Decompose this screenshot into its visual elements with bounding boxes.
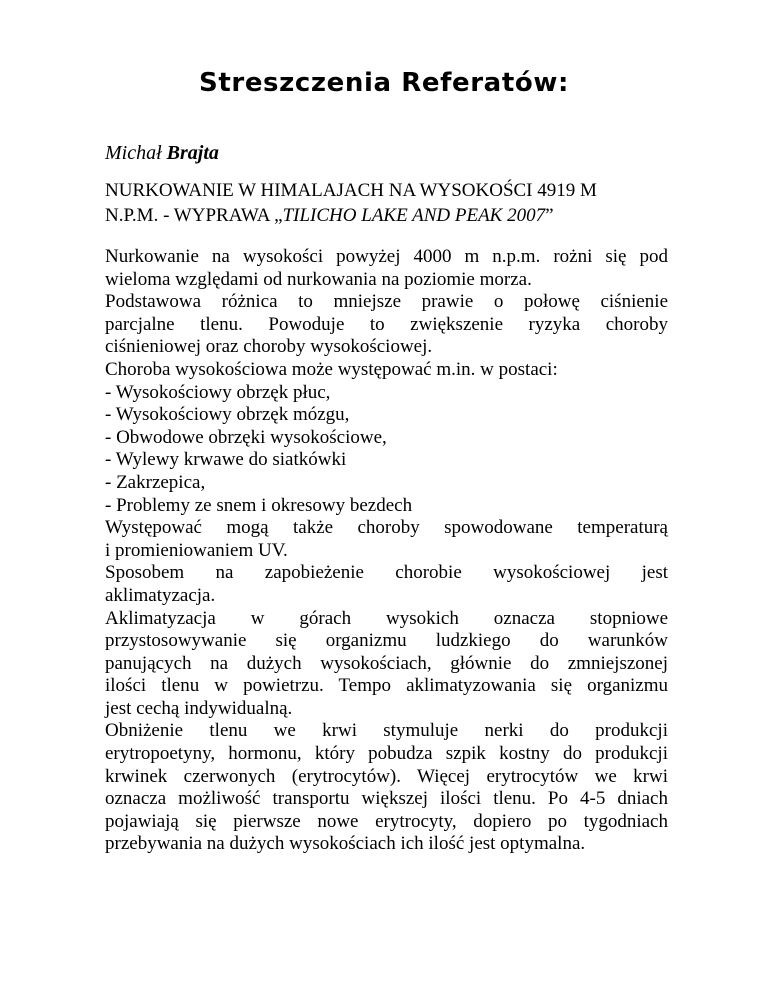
body-line: krwinek czerwonych (erytrocytów). Więcej erytrocytów we krwi xyxy=(105,765,668,787)
talk-title-line-2-suffix: ” xyxy=(545,205,554,226)
body-line: Choroba wysokościowa może występować m.in. w postaci: xyxy=(105,358,558,380)
body-line: Nurkowanie na wysokości powyżej 4000 m n.p.m. rożni się pod xyxy=(105,246,668,267)
body-line: oznacza możliwość transportu większej ilości tlenu. Po 4-5 dniach xyxy=(105,788,668,810)
body-line: i promieniowaniem UV. xyxy=(105,539,288,561)
list-item: - Wysokościowy obrzęk mózgu, xyxy=(105,404,350,426)
author-first-name: Michał xyxy=(105,142,162,164)
body-line: Aklimatyzacja w górach wysokich oznacza stopniowe xyxy=(105,607,668,629)
list-item: - Wylewy krwawe do siatkówki xyxy=(105,449,347,471)
talk-title-line-1: NURKOWANIE W HIMALAJACH NA WYSOKOŚCI 4919 M xyxy=(105,180,597,201)
body-line: ciśnieniowej oraz choroby wysokościowej. xyxy=(105,336,433,358)
body-line: aklimatyzacja. xyxy=(105,584,216,606)
body-line: panujących na dużych wysokościach, głównie do zmniejszonej xyxy=(105,652,668,674)
body-line: wieloma względami od nurkowania na poziomie morza. xyxy=(105,268,532,290)
list-item: - Wysokościowy obrzęk płuc, xyxy=(105,381,331,403)
body-line: przebywania na dużych wysokościach ich ilość jest optymalna. xyxy=(105,833,586,855)
body-line: erytropoetyny, hormonu, który pobudza szpik kostny do produkcji xyxy=(105,743,668,765)
list-item: - Obwodowe obrzęki wysokościowe, xyxy=(105,426,387,448)
body-line: ilości tlenu w powietrzu. Tempo aklimatyzowania się organizmu xyxy=(105,675,668,697)
list-item: - Zakrzepica, xyxy=(105,471,206,493)
body-line: jest cechą indywidualną. xyxy=(105,697,293,719)
author-name xyxy=(105,140,219,166)
body-line: przystosowywanie się organizmu ludzkiego do warunków xyxy=(105,630,668,652)
body-line: Obniżenie tlenu we krwi stymuluje nerki do produkcji xyxy=(105,720,668,742)
author-last-name: Brajta xyxy=(166,142,219,164)
body-line: pojawiają się pierwsze nowe erytrocyty, dopiero po tygodniach xyxy=(105,810,668,832)
body-line: Podstawowa różnica to mniejsze prawie o połowę ciśnienie xyxy=(105,291,668,313)
body-line: parcjalne tlenu. Powoduje to zwiększenie ryzyka choroby xyxy=(105,313,668,335)
body-line: Sposobem na zapobieżenie chorobie wysokościowej jest xyxy=(105,562,668,584)
list-item: - Problemy ze snem i okresowy bezdech xyxy=(105,494,413,516)
page-title: Streszczenia Referatów: xyxy=(199,68,569,98)
abstract-body xyxy=(105,246,668,856)
expedition-name: TILICHO LAKE AND PEAK 2007 xyxy=(282,205,546,226)
body-line: Występować mogą także choroby spowodowane temperaturą xyxy=(105,517,668,539)
talk-title-line-2-prefix: N.P.M. - WYPRAWA „ xyxy=(105,205,283,226)
talk-title xyxy=(105,178,668,228)
